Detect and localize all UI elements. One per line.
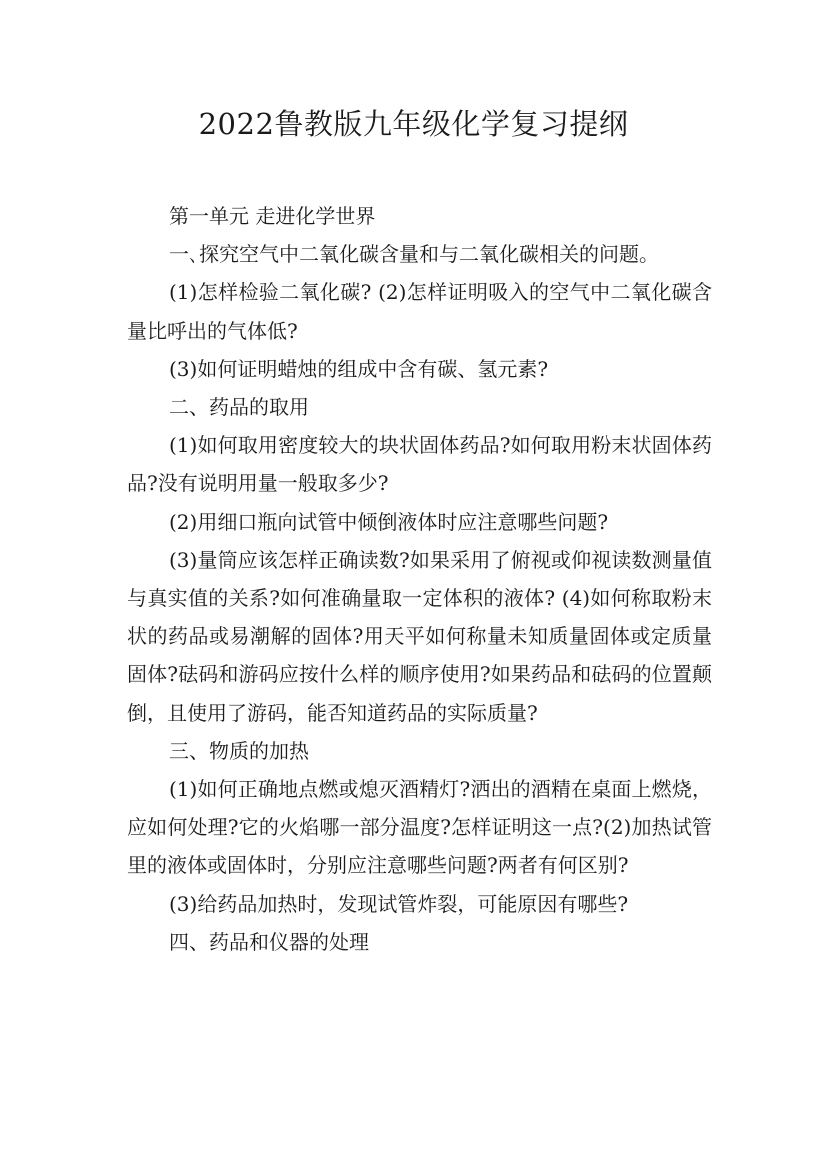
- paragraph: (1)如何正确地点燃或熄灭酒精灯?洒出的酒精在桌面上燃烧，应如何处理?它的火焰哪一部分温度?怎样证明这一点?(2)加热试管里的液体或固体时，分别应注意哪些问题?两者有何区别?: [127, 777, 712, 878]
- paragraph: 一､探究空气中二氧化碳含量和与二氧化碳相关的问题。: [169, 242, 659, 267]
- paragraph: (1)如何取用密度较大的块状固体药品?如何取用粉末状固体药品?没有说明用量一般取多少?: [127, 433, 712, 496]
- section-heading: 第一单元 走进化学世界: [169, 204, 376, 228]
- section-heading: 三、物质的加热: [169, 738, 309, 763]
- paragraph: (1)怎样检验二氧化碳? (2)怎样证明吸入的空气中二氧化碳含量比呼出的气体低?: [127, 280, 712, 343]
- document-body: [127, 197, 712, 961]
- section-heading: 四、药品和仪器的处理: [169, 929, 369, 954]
- section-heading: 二、药品的取用: [169, 395, 309, 420]
- paragraph: (3)给药品加热时，发现试管炸裂，可能原因有哪些?: [169, 891, 629, 916]
- paragraph: (2)用细口瓶向试管中倾倒液体时应注意哪些问题?: [169, 509, 609, 534]
- paragraph: (3)量筒应该怎样正确读数?如果采用了俯视或仰视读数测量值与真实值的关系?如何准确量取一定体积的液体? (4)如何称取粉末状的药品或易潮解的固体?用天平如何称量未知质量固体或定质量固体?砝码和游码应按什么样的顺序使用?如果药品和砝码的位置颠倒，且使用了游码，能否知道药品的实际质量?: [127, 547, 712, 725]
- paragraph: (3)如何证明蜡烛的组成中含有碳、氢元素?: [169, 356, 549, 381]
- document-title: 2022鲁教版九年级化学复习提纲: [198, 107, 629, 141]
